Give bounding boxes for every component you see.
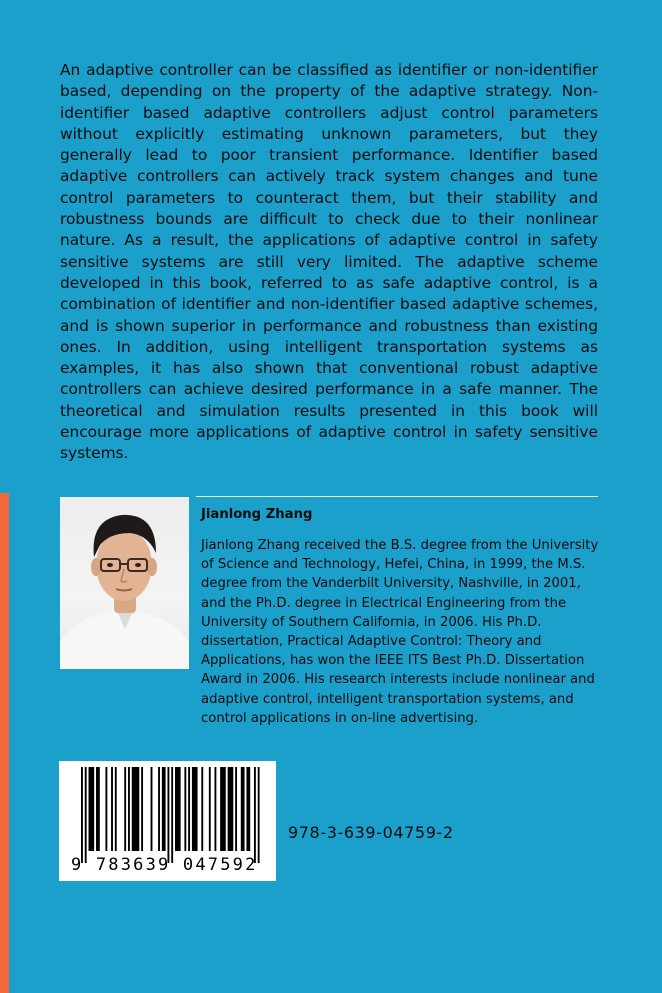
barcode-bar (115, 767, 117, 851)
barcode-bar (151, 767, 153, 851)
isbn-number: 978-3-639-04759-2 (288, 823, 454, 842)
barcode-bar (89, 767, 95, 851)
barcode-bar (162, 767, 166, 851)
author-photo (60, 497, 189, 669)
barcode-bar (188, 767, 190, 851)
orange-accent-bar (0, 493, 9, 993)
barcode-bar (228, 767, 234, 851)
barcode-bar (128, 767, 130, 851)
author-name: Jianlong Zhang (201, 507, 313, 522)
barcode-bar (201, 767, 203, 851)
barcode-bar (81, 767, 83, 863)
barcode-bar (171, 767, 173, 863)
barcode-bar (184, 767, 186, 851)
barcode-bar (175, 767, 181, 851)
barcode-bar (192, 767, 198, 851)
barcode-bar (258, 767, 260, 863)
barcode-bar (141, 767, 143, 851)
barcode-bar (235, 767, 237, 851)
author-section-divider (196, 496, 598, 497)
barcode-bar (105, 767, 107, 851)
barcode-bar (214, 767, 216, 851)
book-description: An adaptive controller can be classified as identifier or non-identifier based, depending on the property of the adaptive strategy. Non-identifier based adaptive controllers adjust control parameters without explicitly estimating unknown parameters, but they generally lead to poor transient performance. Identifier based adaptive controllers can actively track system changes and tune control parameters to counteract them, but their stability and robustness bounds are difficult to check due to their nonlinear nature. As a result, the applications of adaptive control in safety sensitive systems are still very limited. The adaptive scheme developed in this book, referred to as safe adaptive control, is a combination of identifier and non-identifier based adaptive schemes, and is shown superior in performance and robustness than existing ones. In addition, using intelligent transportation systems as examples, it has also shown that conventional robust adaptive controllers can achieve desired performance in a safe manner. The theoretical and simulation results presented in this book will encourage more applications of adaptive control in safety sensitive systems. (60, 61, 598, 463)
barcode-bar (111, 767, 113, 851)
barcode-bar (124, 767, 126, 851)
barcode-bar (132, 767, 140, 851)
barcode-bar (246, 767, 250, 851)
author-bio: Jianlong Zhang received the B.S. degree from the University of Science and Technology, Hefei, China, in 1999, the M.S. degree from the Vanderbilt University, Nashville, in 2001, and the Ph.D. degree in Electrical Engineering from the University of Southern California, in 2006. His Ph.D. dissertation, Practical Adaptive Control: Theory and Applications, has won the IEEE ITS Best Ph.D. Dissertation Award in 2006. His research interests include nonlinear and adaptive control, intelligent transportation systems, and control applications in on-line advertising. (201, 538, 599, 726)
barcode-bar (96, 767, 100, 851)
isbn-barcode (59, 761, 276, 881)
barcode-bar (167, 767, 169, 863)
barcode-bar (209, 767, 211, 851)
barcode-bar (85, 767, 87, 863)
barcode-bar (158, 767, 160, 851)
barcode-bar (241, 767, 245, 851)
barcode-digits: 9 783639 047592 (71, 855, 258, 875)
barcode-bar (220, 767, 226, 851)
barcode-bar (254, 767, 256, 863)
